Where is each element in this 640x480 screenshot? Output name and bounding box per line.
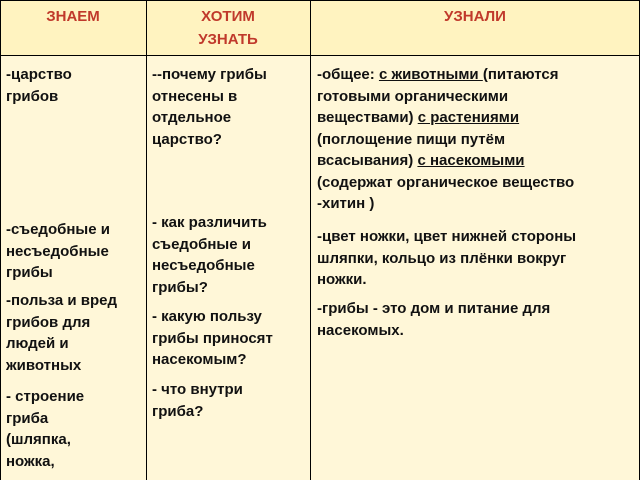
grid-line <box>0 0 1 480</box>
plants-note: (поглощение пищи путём всасывания) <box>317 130 506 169</box>
header-know-label: ЗНАЕМ <box>46 8 100 25</box>
grid-line <box>310 0 311 480</box>
header-learned <box>310 0 640 56</box>
header-want <box>146 0 310 56</box>
with-plants: с растениями <box>417 109 520 126</box>
insects-note: (содержат органическое вещество -хитин ) <box>317 173 575 212</box>
learned-item: -цвет ножки, цвет нижней стороны шляпки, кольцо из плёнки вокруг ножки. <box>317 228 577 288</box>
know-item: -царство грибов <box>6 66 72 105</box>
header-want-line1: ХОТИМ <box>201 8 255 25</box>
animals-note: (питаются готовыми органическими веществами) <box>317 66 559 126</box>
grid-line <box>0 0 640 1</box>
header-know <box>0 0 146 56</box>
know-item: - строение гриба (шляпка, ножка, <box>6 388 85 470</box>
grid-line <box>146 0 147 480</box>
want-item: - как различить съедобные и несъедобные грибы? <box>152 214 267 296</box>
want-item: - какую пользу грибы приносят насекомым? <box>152 308 273 368</box>
know-item: -польза и вред грибов для людей и животных <box>6 292 117 374</box>
header-learned-label: УЗНАЛИ <box>444 8 506 25</box>
learned-item: -грибы - это дом и питание для насекомых. <box>317 300 551 339</box>
with-insects: с насекомыми <box>417 152 525 169</box>
general-prefix: -общее: <box>317 66 379 83</box>
with-animals: с животными <box>378 66 483 83</box>
want-item: --почему грибы отнесены в отдельное царство? <box>152 66 267 148</box>
learned-item-general <box>317 64 574 215</box>
want-item: - что внутри гриба? <box>152 381 243 420</box>
know-item: -съедобные и несъедобные грибы <box>6 221 110 281</box>
header-want-line2: УЗНАТЬ <box>198 31 258 48</box>
